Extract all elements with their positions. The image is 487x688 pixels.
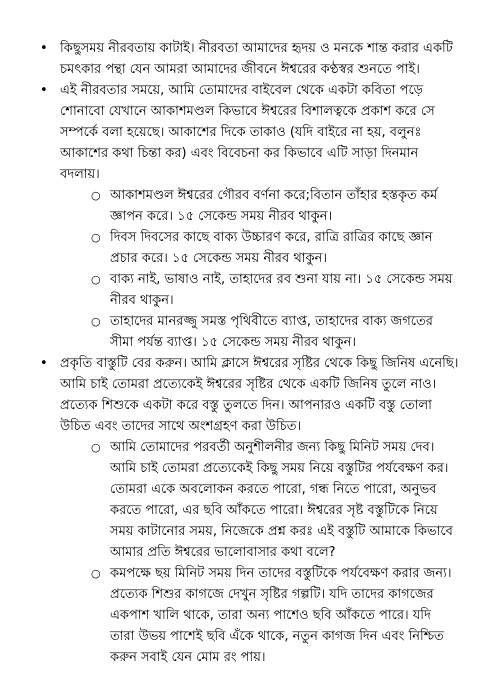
sub-list-item-text: বাক্য নাই, ভাষাও নাই, তাহাদের রব শুনা যায় না। ১৫ সেকেন্ড সময় নীরব থাকুন।	[110, 272, 453, 308]
sub-list-item	[91, 437, 459, 563]
list-item-text: প্রকৃতি বাস্তুটি বের করুন। আমি ক্লাসে ঈশ্বরের সৃষ্টির থেকে কিছু জিনিষ এনেছি। আমি চাই তোমরা প্রত্যেকেই ঈশ্বরের সৃষ্টির থেকে একটি জিনিষ তুলে নাও। প্রত্যেক শিশুকে একটা করে বস্তু তুলতে দিন। আপনারও একটি বস্তু তোলা উচিত এবং তাদের সাথে অংশগ্রহণ করা উচিত।	[60, 356, 459, 434]
circle-bullet-icon: ○	[91, 189, 101, 202]
sub-list-item-text: দিবস দিবসের কাছে বাক্য উচ্চারণ করে, রাত্রি রাত্রির কাছে জ্ঞান প্রচার করে। ১৫ সেকেন্ড সময় নীরব থাকুন।	[110, 230, 433, 266]
sub-list-item-text: কমপক্ষে ছয় মিনিট সময় দিন তাদের বস্তুটিকে পর্যবেক্ষণ করার জন্য। প্রত্যেক শিশুর কাগজে দেখুন সৃষ্টির গল্পটি। যদি তাদের কাগজের একপাশ খালি থাকে, তারা অন্য পাশেও ছবি আঁকতে পারে। যদি তারা উভয় পাশেই ছবি এঁকে থাকে, নতুন কাগজ দিন এবং নিশ্চিত করুন সবাই যেন মোম রং পায়।	[110, 566, 452, 665]
sub-list	[60, 185, 459, 353]
sub-list-item	[91, 185, 459, 227]
sub-list-item	[91, 269, 459, 311]
circle-bullet-icon: ○	[91, 231, 101, 244]
circle-bullet-icon: ○	[91, 273, 101, 286]
sub-list-item-text: আমি তোমাদের পরবর্তী অনুশীলনীর জন্য কিছু মিনিট সময় দেব। আমি চাই তোমরা প্রত্যেকেই কিছু সময় নিয়ে বস্তুটির পর্যবেক্ষণ কর। তোমরা একে অবলোকন করতে পারো, গন্ধ নিতে পারো, অনুভব করতে পারো, এর ছবি আঁকতে পারো। ঈশ্বরের সৃষ্ট বস্তুটিকে নিয়ে সময় কাটানোর সময়, নিজেকে প্রশ্ন করঃ এই বস্তুটি আমাকে কিভাবে আমার প্রতি ঈশ্বরের ভালোবাসার কথা বলে?	[110, 440, 453, 560]
sub-list-item	[91, 563, 459, 668]
sub-list-item	[91, 311, 459, 353]
sub-list-item-text: আকাশমণ্ডল ঈশ্বরের গৌরব বর্ণনা করে;বিতান তাঁহার হস্তকৃত কর্ম জ্ঞাপন করে। ১৫ সেকেন্ড সময় নীরব থাকুন।	[110, 188, 438, 224]
sub-list-item-text: তাহাদের মানরজ্জু সমস্ত পৃথিবীতে ব্যাপ্ত, তাহাদের বাক্য জগতের সীমা পর্যন্ত ব্যাপ্ত। ১৫ সেকেন্ড সময় নীরব থাকুন।	[110, 314, 433, 350]
circle-bullet-icon: ○	[91, 441, 101, 454]
bullet-icon: •	[40, 83, 48, 98]
sub-list	[60, 437, 459, 668]
list-item-silence	[40, 38, 459, 80]
list-item-sky-poem	[40, 80, 459, 353]
list-item-text: কিছুসময় নীরবতায় কাটাই। নীরবতা আমাদের হৃদয় ও মনকে শান্ত করার একটি চমৎকার পন্থা যেন আমরা আমাদের জীবনে ঈশ্বরের কণ্ঠস্বর শুনতে পাই।	[60, 41, 453, 77]
bullet-icon: •	[40, 356, 48, 371]
circle-bullet-icon: ○	[91, 315, 101, 328]
list-item-nature-box	[40, 353, 459, 668]
main-list	[40, 38, 459, 668]
list-item-text: এই নীরবতার সময়ে, আমি তোমাদের বাইবেল থেকে একটা কবিতা পড়ে শোনাবো যেখানে আকাশমণ্ডল কিভাবে ঈশ্বরের বিশালত্বকে প্রকাশ করে সে সম্পর্কে বলা হয়েছে। আকাশের দিকে তাকাও (যদি বাইরে না হয়, বলুনঃ আকাশের কথা চিন্তা কর) এবং বিবেচনা কর কিভাবে এটি সাড়া দিনমান বদলায়।	[60, 83, 435, 182]
bullet-icon: •	[40, 41, 48, 56]
circle-bullet-icon: ○	[91, 567, 101, 580]
sub-list-item	[91, 227, 459, 269]
